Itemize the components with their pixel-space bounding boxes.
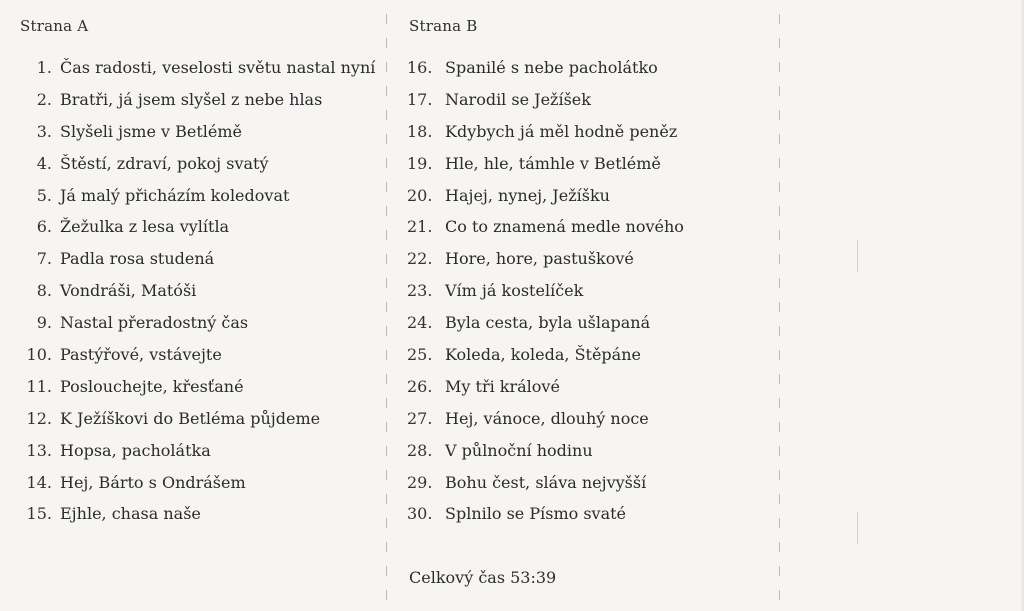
track-number: 28. [407, 440, 433, 460]
track-item [18, 344, 378, 376]
track-title: Hore, hore, pastuškové [445, 249, 634, 269]
track-number: 30. [407, 504, 433, 524]
track-item [18, 472, 378, 504]
track-title: Štěstí, zdraví, pokoj svatý [60, 153, 269, 173]
track-title: Ejhle, chasa naše [60, 504, 201, 524]
track-title: Vím já kostelíček [445, 281, 584, 301]
fold-line [386, 0, 387, 611]
track-title: Bohu čest, sláva nejvyšší [445, 472, 647, 492]
track-item [18, 185, 378, 217]
track-number: 4. [36, 153, 52, 173]
track-number: 5. [36, 185, 52, 205]
track-number: 20. [407, 185, 433, 205]
track-title: Narodil se Ježíšek [445, 89, 591, 109]
track-item [407, 280, 767, 312]
track-item [407, 440, 767, 472]
track-number: 1. [36, 58, 52, 77]
track-number: 22. [407, 249, 433, 269]
track-title: Kdybych já měl hodně peněz [445, 121, 678, 141]
track-number: 27. [407, 408, 433, 428]
track-number: 3. [36, 121, 52, 141]
track-title: Hej, Bárto s Ondrášem [60, 472, 246, 492]
track-item [18, 153, 378, 185]
track-item [18, 376, 378, 408]
track-number: 2. [36, 89, 52, 109]
track-item [407, 185, 767, 217]
track-number: 14. [26, 472, 52, 492]
track-title: Nastal přeradostný čas [60, 313, 249, 333]
side-a-heading: Strana A [20, 17, 89, 35]
track-item [18, 408, 378, 440]
track-item [407, 57, 767, 89]
track-title: Já malý přicházím koledovat [60, 185, 290, 205]
track-title: Padla rosa studená [60, 249, 215, 269]
track-title: K Ježíškovi do Betléma půjdeme [60, 408, 321, 428]
track-item [407, 472, 767, 504]
track-title: Hle, hle, támhle v Betlémě [445, 153, 661, 173]
side-a-track-list [18, 57, 378, 535]
track-item [407, 248, 767, 280]
track-title: Žežulka z lesa vylítla [60, 217, 230, 237]
track-item [407, 503, 767, 535]
track-title: V půlnoční hodinu [445, 440, 593, 460]
track-number: 19. [407, 153, 433, 173]
track-title: Co to znamená medle nového [445, 217, 684, 237]
track-number: 8. [36, 281, 52, 301]
track-number: 16. [407, 58, 433, 77]
track-title: Splnilo se Písmo svaté [445, 504, 627, 524]
track-item [407, 376, 767, 408]
track-item [18, 121, 378, 153]
track-number: 9. [36, 313, 52, 333]
track-item [407, 344, 767, 376]
track-title: Hajej, nynej, Ježíšku [445, 185, 610, 205]
track-item [18, 280, 378, 312]
track-item [18, 248, 378, 280]
track-item [407, 89, 767, 121]
fold-line [779, 0, 780, 611]
track-item [18, 57, 378, 89]
track-title: Vondráši, Matóši [60, 281, 197, 301]
track-title: Spanilé s nebe pacholátko [445, 58, 658, 77]
track-number: 12. [26, 408, 52, 428]
track-item [18, 312, 378, 344]
track-item [407, 216, 767, 248]
card-edge [1020, 0, 1024, 611]
track-title: Pastýřové, vstávejte [60, 345, 222, 365]
track-title: My tři králové [445, 376, 560, 396]
side-b-heading: Strana B [409, 17, 478, 35]
track-title: Byla cesta, byla ušlapaná [445, 313, 651, 333]
track-item [18, 216, 378, 248]
track-item [407, 408, 767, 440]
track-number: 17. [407, 89, 433, 109]
track-title: Koleda, koleda, Štěpáne [445, 345, 641, 365]
track-title: Poslouchejte, křesťané [60, 376, 244, 396]
track-title: Bratři, já jsem slyšel z nebe hlas [60, 89, 323, 109]
track-item [407, 312, 767, 344]
track-number: 13. [26, 440, 52, 460]
track-number: 26. [407, 376, 433, 396]
track-item [18, 503, 378, 535]
track-number: 24. [407, 313, 433, 333]
track-number: 15. [26, 504, 52, 524]
track-number: 25. [407, 345, 433, 365]
track-title: Čas radosti, veselosti světu nastal nyní [60, 58, 376, 77]
track-item [407, 153, 767, 185]
track-title: Slyšeli jsme v Betlémě [60, 121, 243, 141]
track-title: Hopsa, pacholátka [60, 440, 211, 460]
track-number: 29. [407, 472, 433, 492]
track-number: 23. [407, 281, 433, 301]
track-item [18, 440, 378, 472]
side-b-track-list [407, 57, 767, 535]
track-number: 21. [407, 217, 433, 237]
track-item [18, 89, 378, 121]
track-number: 18. [407, 121, 433, 141]
track-number: 6. [36, 217, 52, 237]
track-item [407, 121, 767, 153]
track-number: 7. [36, 249, 52, 269]
track-number: 10. [26, 345, 52, 365]
track-number: 11. [26, 376, 52, 396]
fold-line [857, 0, 858, 611]
track-title: Hej, vánoce, dlouhý noce [445, 408, 649, 428]
total-duration: Celkový čas 53:39 [409, 568, 557, 587]
